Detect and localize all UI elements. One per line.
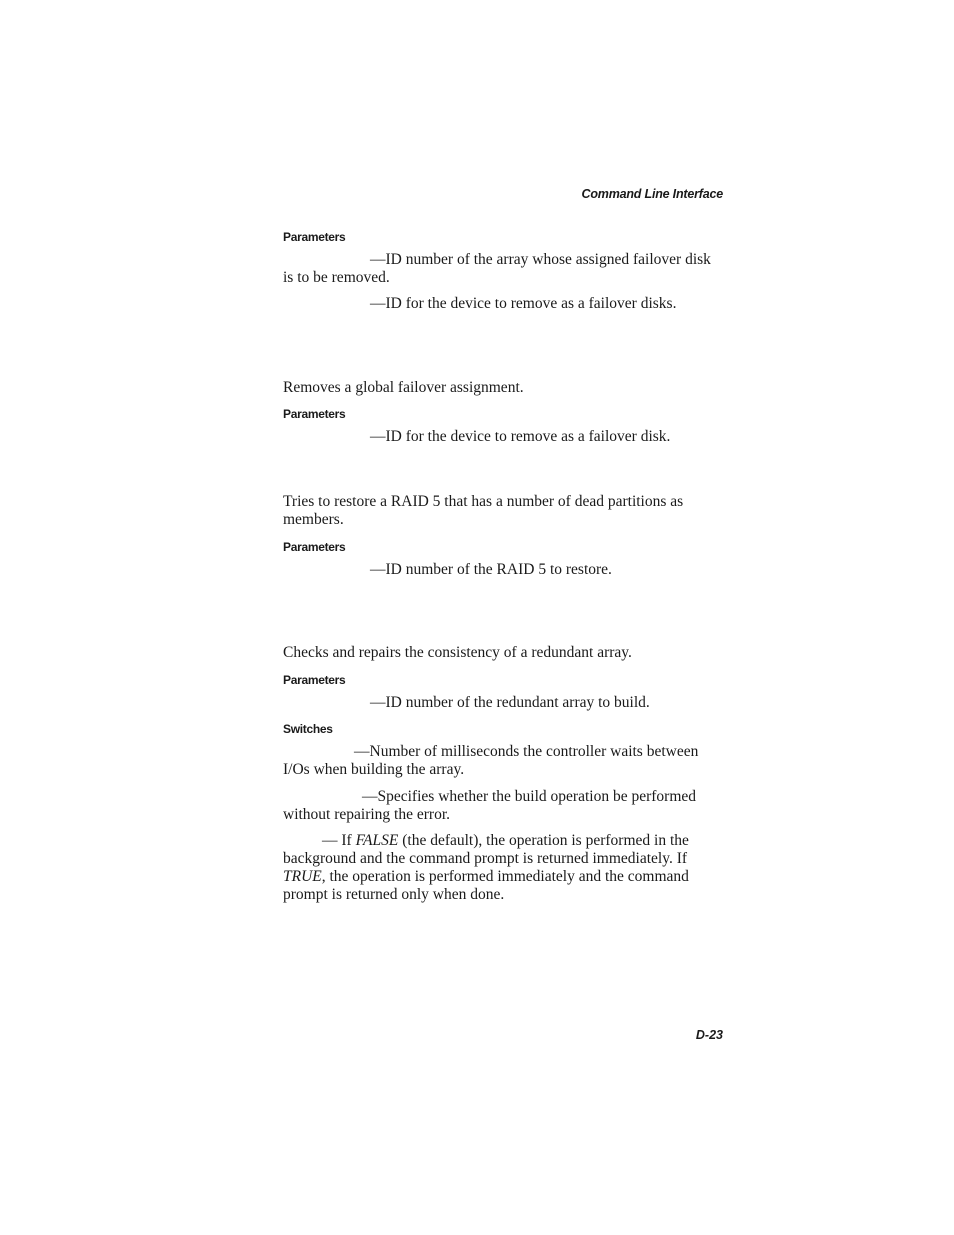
false-keyword: FALSE bbox=[355, 832, 399, 849]
switch-description: —Number of milliseconds the controller waits between I/Os when building the array. bbox=[283, 743, 699, 778]
parameters-heading: Parameters bbox=[283, 673, 346, 687]
switch-description-wait bbox=[283, 832, 723, 904]
parameter-description: —ID number of the RAID 5 to restore. bbox=[370, 561, 612, 578]
true-keyword: TRUE bbox=[283, 868, 322, 885]
parameter-description: —ID for the device to remove as a failover disk. bbox=[370, 428, 671, 445]
parameter-description: —ID for the device to remove as a failover disks. bbox=[370, 295, 677, 312]
parameters-heading: Parameters bbox=[283, 407, 346, 421]
switch-description: —Specifies whether the build operation be performed without repairing the error. bbox=[283, 788, 696, 823]
parameters-heading: Parameters bbox=[283, 540, 346, 554]
command-description: Removes a global failover assignment. bbox=[283, 379, 524, 396]
wait-switch-tail: , the operation is performed immediately and the command prompt is returned only when done. bbox=[283, 868, 689, 903]
parameter-description: —ID number of the array whose assigned failover disk is to be removed. bbox=[283, 251, 711, 286]
running-header: Command Line Interface bbox=[581, 187, 723, 201]
page-number: D-23 bbox=[695, 1028, 723, 1042]
wait-switch-middle: (the default), the operation is performed in the background and the command prompt is returned immediately. If bbox=[283, 832, 689, 867]
wait-switch-lead: — If bbox=[322, 832, 356, 849]
command-description: Tries to restore a RAID 5 that has a number of dead partitions as members. bbox=[283, 493, 684, 528]
parameter-description: —ID number of the redundant array to build. bbox=[370, 694, 650, 711]
switches-heading: Switches bbox=[283, 722, 333, 736]
command-description: Checks and repairs the consistency of a redundant array. bbox=[283, 644, 632, 661]
parameters-heading: Parameters bbox=[283, 230, 346, 244]
